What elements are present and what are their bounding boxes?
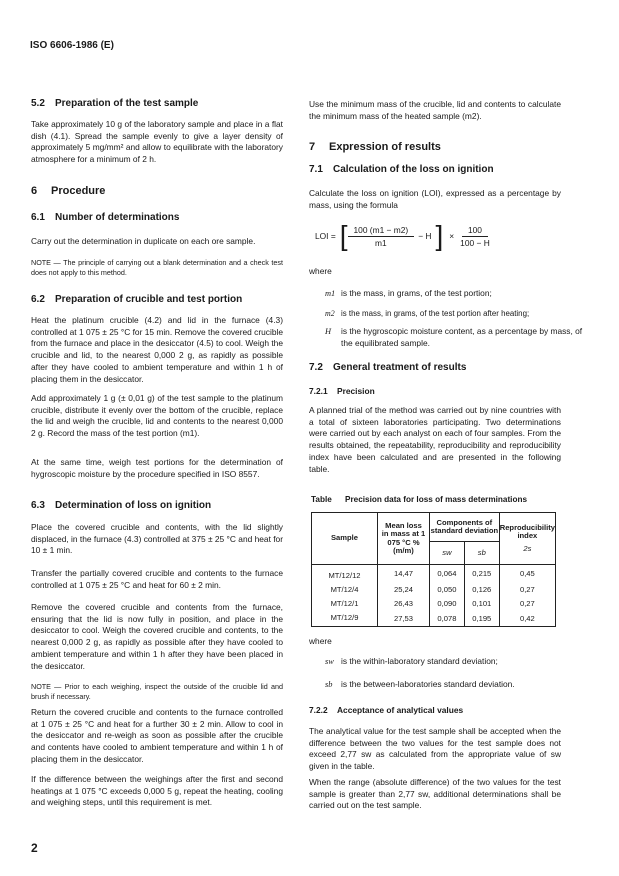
paragraph: A planned trial of the method was carried out by nine countries with a total of sixteen laboratories participating. Two determinations were carried out by each analyst on each of four samples. From the results obtained, the repeatability, reproducibility and reproducibility index have been calculated and are presented in the following table. [309, 405, 561, 474]
numerator: 100 (m1 − m2) [348, 225, 415, 237]
numerator: 100 [462, 225, 488, 237]
symbol: m1 [325, 289, 336, 298]
header-sw: sw [430, 542, 465, 565]
formula-minus-h: − H [418, 231, 432, 241]
caption-text: Precision data for loss of mass determinations [345, 495, 527, 504]
index-label: Reproducibility index [499, 522, 555, 541]
table-row [312, 596, 556, 610]
table-caption [311, 495, 527, 504]
where-label: where [309, 266, 332, 276]
cell: 27,53 [378, 610, 430, 627]
paragraph: Take approximately 10 g of the laboratory sample and place in a flat dish (4.1). Spread the sample evenly to give a layer density of approximately 5 mg/mm² and allow to equilibrate with the laboratory atmosphere for a minimum of 2 h. [31, 119, 283, 165]
heading-5-2 [31, 98, 198, 109]
cell: MT/12/1 [312, 596, 378, 610]
formula-times: × [449, 231, 455, 241]
section-number: 6.2 [31, 294, 45, 305]
definition [325, 679, 577, 691]
section-title: Preparation of the test sample [55, 98, 199, 109]
cell: MT/12/12 [312, 565, 378, 583]
header-sb: sb [464, 542, 499, 565]
cell: 0,101 [464, 596, 499, 610]
cell: 0,215 [464, 565, 499, 583]
symbol: m2 [325, 309, 335, 318]
section-number: 5.2 [31, 98, 45, 109]
definition-text: is the between-laboratories standard deviation. [341, 679, 515, 689]
bracket-open: [ [339, 220, 348, 251]
section-number: 7 [309, 141, 316, 153]
section-number: 6.3 [31, 500, 45, 511]
symbol: sb [325, 680, 333, 689]
cell: 26,43 [378, 596, 430, 610]
cell: 0,090 [430, 596, 465, 610]
denominator: 100 − H [460, 237, 490, 248]
definition [325, 326, 590, 349]
precision-table [311, 512, 556, 627]
heading-6-3 [31, 500, 211, 511]
paragraph: Remove the covered crucible and contents from the furnace, ensuring that the lid is now fully in position, and place in the desiccator to cool. Weigh the covered crucible and contents, to the nearest 0,000 2 g, as rapidly as possible after they have cooled to ambient temperature and within 1 h after they have been placed in the desiccator. [31, 602, 283, 671]
section-title: Procedure [51, 185, 106, 197]
cell: 0,195 [464, 610, 499, 627]
cell: 0,45 [499, 565, 555, 583]
where-label: where [309, 636, 332, 646]
caption-label: Table [311, 495, 332, 504]
section-title: Precision [337, 386, 375, 396]
paragraph: Transfer the partially covered crucible and contents to the furnace controlled at 1 075 ± 25 °C and heat for 60 ± 2 min. [31, 568, 283, 590]
heading-6-2 [31, 294, 242, 305]
definition [325, 308, 577, 320]
section-number: 7.2.1 [309, 386, 328, 396]
denominator: m1 [375, 237, 387, 248]
index-symbol: 2s [523, 543, 532, 553]
header-index [499, 513, 555, 565]
section-title: General treatment of results [333, 362, 467, 373]
section-number: 6.1 [31, 212, 45, 223]
page-number: 2 [31, 841, 38, 855]
section-title: Calculation of the loss on ignition [333, 164, 494, 175]
heading-6 [31, 185, 105, 197]
formula-lhs: LOI = [315, 231, 336, 241]
paragraph: Calculate the loss on ignition (LOI), expressed as a percentage by mass, using the formula [309, 188, 561, 210]
heading-7 [309, 141, 441, 153]
definition [325, 288, 577, 300]
table-row [312, 565, 556, 583]
definition-text: is the within-laboratory standard deviation; [341, 656, 498, 666]
paragraph: Add approximately 1 g (± 0,01 g) of the test sample to the platinum crucible, distribute it evenly over the bottom of the crucible, replace the lid and weigh the crucible, lid and contents to the nearest 0,000 2 g. Record the mass of the test portion (m1). [31, 393, 283, 439]
paragraph: The analytical value for the test sample shall be accepted when the difference between the two values for the test sample does not exceed 2,77 sw as calculated from the appropriate value of sw given in the table. [309, 726, 561, 772]
bracket-close: ] [435, 220, 444, 251]
definition-text: is the hygroscopic moisture content, as a percentage by mass, of the equilibrated sample. [341, 326, 583, 348]
section-title: Number of determinations [55, 212, 180, 223]
section-title: Preparation of crucible and test portion [55, 294, 243, 305]
section-number: 7.2.2 [309, 705, 328, 715]
definition [325, 656, 577, 668]
symbol: sw [325, 657, 334, 666]
paragraph: Return the covered crucible and contents to the furnace controlled at 1 075 ± 25 °C and heat for a further 30 ± 2 min. Allow to cool in the desiccator and re-weigh as soon as possible after the crucible and contents have cooled to ambient temperature and within 1 h of placing them in the desiccator. [31, 707, 283, 764]
heading-7-2-2 [309, 705, 463, 715]
cell: 0,126 [464, 582, 499, 596]
cell: 0,27 [499, 582, 555, 596]
header-mean: Mean loss in mass at 1 075 °C % (m/m) [378, 513, 430, 565]
section-title: Expression of results [329, 141, 441, 153]
table-row [312, 610, 556, 627]
heading-7-2-1 [309, 386, 375, 396]
cell: MT/12/9 [312, 610, 378, 627]
paragraph: Use the minimum mass of the crucible, lid and contents to calculate the minimum mass of the heated sample (m2). [309, 99, 561, 121]
cell: 0,27 [499, 596, 555, 610]
definition-text: is the mass, in grams, of the test portion; [341, 288, 492, 298]
note: NOTE — Prior to each weighing, inspect the outside of the crucible lid and brush if necessary. [31, 682, 283, 701]
cell: 0,050 [430, 582, 465, 596]
document-header: ISO 6606-1986 (E) [30, 40, 114, 51]
cell: MT/12/4 [312, 582, 378, 596]
paragraph: When the range (absolute difference) of the two values for the test sample is greater than 2,77 sw, additional determinations shall be carried out on the test sample. [309, 777, 561, 811]
heading-6-1 [31, 212, 179, 223]
cell: 25,24 [378, 582, 430, 596]
definition-text: is the mass, in grams, of the test portion after heating; [341, 309, 530, 318]
fraction-1 [348, 225, 415, 248]
heading-7-2 [309, 362, 466, 373]
paragraph: Place the covered crucible and contents, with the lid slightly displaced, in the furnace (4.3) controlled at 375 ± 25 °C and heat for 10 ± 1 min. [31, 522, 283, 556]
cell: 0,42 [499, 610, 555, 627]
cell: 0,064 [430, 565, 465, 583]
section-title: Determination of loss on ignition [55, 500, 212, 511]
paragraph: If the difference between the weighings after the first and second heatings at 1 075 °C exceeds 0,000 5 g, repeat the heating, cooling and weighing steps, until this requirement is met. [31, 774, 283, 808]
heading-7-1 [309, 164, 494, 175]
note: NOTE — The principle of carrying out a blank determination and a check test does not apply to this method. [31, 258, 283, 277]
paragraph: At the same time, weigh test portions for the determination of hygroscopic moisture by the procedure specified in ISO 8557. [31, 457, 283, 479]
section-number: 7.2 [309, 362, 323, 373]
paragraph: Carry out the determination in duplicate on each ore sample. [31, 236, 256, 246]
symbol: H [325, 327, 332, 336]
table-row [312, 582, 556, 596]
fraction-2 [460, 225, 490, 248]
cell: 0,078 [430, 610, 465, 627]
header-components: Components of standard deviation [430, 513, 500, 542]
section-number: 7.1 [309, 164, 323, 175]
header-sample: Sample [312, 513, 378, 565]
cell: 14,47 [378, 565, 430, 583]
paragraph: Heat the platinum crucible (4.2) and lid in the furnace (4.3) controlled at 1 075 ± 25 °C for 15 min. Remove the covered crucible from the furnace and place in the desiccator (4.5) to cool. Weigh the crucible and lid, to the nearest 0,000 2 g, as rapidly as possible after they have cooled to ambient temperature and within 1 h of placing them in the desiccator. [31, 315, 283, 384]
loi-formula [315, 222, 490, 250]
section-title: Acceptance of analytical values [337, 705, 464, 715]
section-number: 6 [31, 185, 38, 197]
